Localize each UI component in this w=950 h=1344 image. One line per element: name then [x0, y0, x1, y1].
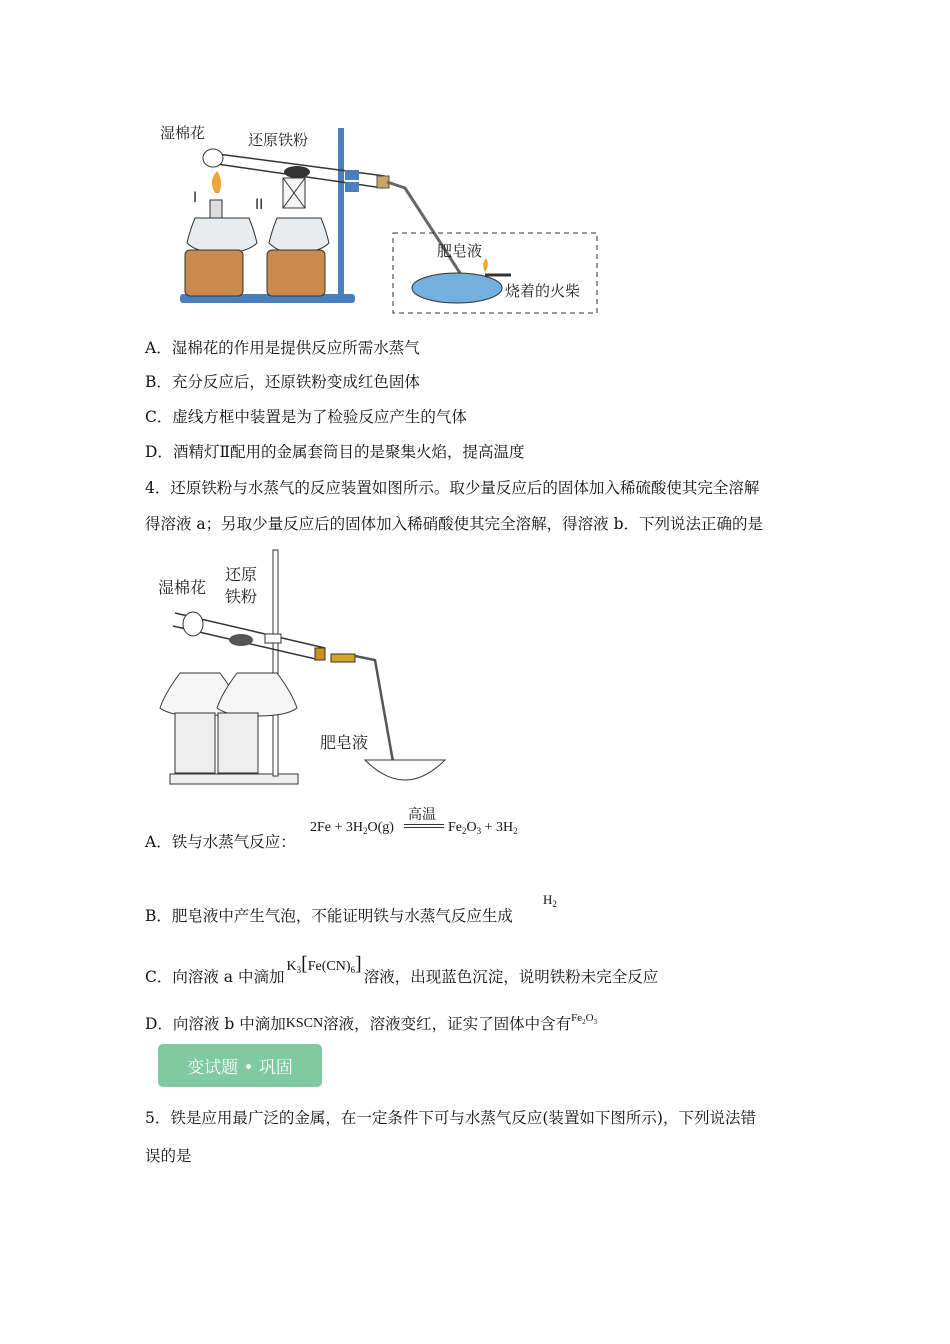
label-lamp-2: II: [255, 197, 264, 213]
option-4b: B．肥皂液中产生气泡，不能证明铁与水蒸气反应生成: [145, 907, 513, 925]
formula-h2: $H_2$: [543, 892, 557, 909]
variant-practice-badge: 变试题 • 巩固: [158, 1044, 322, 1087]
dashed-box: [393, 233, 597, 313]
iron-powder-2: [229, 634, 253, 646]
label-match: 烧着的火柴: [505, 282, 581, 300]
label-lamp-1: I: [193, 190, 198, 206]
question-4-stem-line2: 得溶液 a；另取少量反应后的固体加入稀硝酸使其完全溶解，得溶液 b．下列说法正确的是: [145, 515, 764, 533]
dish-2: [365, 760, 445, 780]
option-4a: A．铁与水蒸气反应：: [145, 833, 296, 851]
wet-cotton-2: [183, 612, 203, 636]
option-4c: C．向溶液 a 中滴加$K_3[Fe(CN)_6]$溶液，出现蓝色沉淀，说明铁粉未完全反应: [145, 953, 659, 986]
question-5-stem-line2: 误的是: [145, 1147, 192, 1165]
question-4-stem-line1: 4．还原铁粉与水蒸气的反应装置如图所示。取少量反应后的固体加入稀硫酸使其完全溶解: [145, 479, 760, 497]
apparatus-figure-1: [155, 118, 600, 318]
formula-ferricyanide: $K_3[Fe(CN)_6]$: [286, 953, 362, 975]
option-4d: D．向溶液 b 中滴加KSCN溶液，溶液变红，证实了固体中含有$^{Fe_2O_3}$: [145, 1012, 598, 1033]
option-3a: A．湿棉花的作用是提供反应所需水蒸气: [145, 339, 420, 357]
stand-pole: [338, 128, 344, 298]
wet-cotton: [203, 149, 223, 167]
evaporating-dish: [412, 273, 502, 303]
label-iron-2a: 还原: [225, 565, 258, 584]
iron-powder: [284, 166, 310, 178]
equation-condition: 高温: [408, 808, 436, 823]
label-wet-cotton: 湿棉花: [160, 124, 206, 142]
label-iron-2b: 铁粉: [225, 587, 258, 606]
label-iron-powder: 还原铁粉: [248, 131, 309, 149]
formula-fe2o3: Fe2O3: [571, 1012, 598, 1026]
option-3d: D．酒精灯Ⅱ配用的金属套筒目的是聚集火焰，提高温度: [145, 443, 525, 461]
question-5-stem-line1: 5．铁是应用最广泛的金属，在一定条件下可与水蒸气反应(装置如下图所示)，下列说法错: [145, 1109, 756, 1127]
option-3c: C．虚线方框中装置是为了检验反应产生的气体: [145, 408, 467, 426]
label-soap-2: 肥皂液: [320, 733, 369, 752]
apparatus-figure-2: [155, 548, 450, 793]
label-soap: 肥皂液: [437, 242, 483, 260]
label-wet-cotton-2: 湿棉花: [158, 578, 207, 597]
option-3b: B．充分反应后，还原铁粉变成红色固体: [145, 373, 420, 391]
